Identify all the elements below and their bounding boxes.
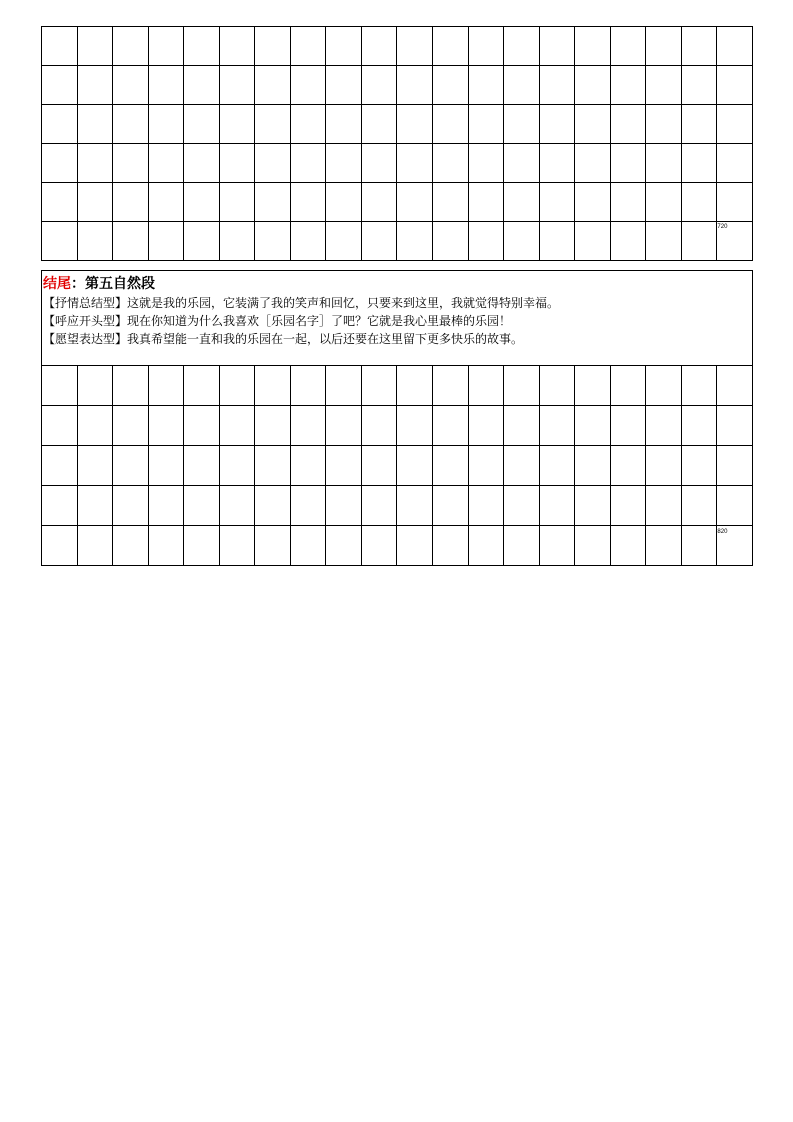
grid-cell[interactable] xyxy=(290,27,326,66)
grid-cell[interactable] xyxy=(290,183,326,222)
grid-cell[interactable] xyxy=(255,144,291,183)
grid-cell[interactable] xyxy=(148,66,184,105)
grid-cell[interactable] xyxy=(468,183,504,222)
grid-cell[interactable] xyxy=(42,66,78,105)
grid-cell[interactable] xyxy=(42,366,78,406)
grid-cell[interactable] xyxy=(681,144,717,183)
grid-cell[interactable] xyxy=(610,144,646,183)
grid-cell[interactable] xyxy=(397,446,433,486)
grid-cell[interactable] xyxy=(42,486,78,526)
grid-row xyxy=(42,486,753,526)
grid-cell[interactable] xyxy=(42,144,78,183)
grid-cell[interactable] xyxy=(504,366,540,406)
grid-cell[interactable] xyxy=(397,406,433,446)
grid-cell[interactable] xyxy=(77,66,113,105)
grid-cell[interactable] xyxy=(575,486,611,526)
grid-cell[interactable] xyxy=(361,366,397,406)
grid-cell[interactable] xyxy=(361,446,397,486)
grid-cell[interactable] xyxy=(219,526,255,566)
grid-cell[interactable] xyxy=(717,406,753,446)
grid-cell[interactable] xyxy=(184,144,220,183)
grid-cell[interactable] xyxy=(575,144,611,183)
grid-cell[interactable] xyxy=(77,144,113,183)
grid-cell[interactable] xyxy=(42,27,78,66)
grid-cell[interactable] xyxy=(504,105,540,144)
grid-cell[interactable] xyxy=(539,406,575,446)
grid-cell[interactable] xyxy=(717,183,753,222)
grid-cell[interactable] xyxy=(575,27,611,66)
grid-cell[interactable] xyxy=(77,366,113,406)
grid-cell[interactable] xyxy=(504,66,540,105)
grid-cell[interactable] xyxy=(148,366,184,406)
grid-cell[interactable] xyxy=(184,66,220,105)
grid-cell[interactable] xyxy=(184,27,220,66)
grid-row xyxy=(42,222,753,261)
grid-cell[interactable] xyxy=(717,66,753,105)
grid-cell[interactable] xyxy=(610,183,646,222)
grid-cell[interactable] xyxy=(539,222,575,261)
grid-cell[interactable] xyxy=(113,222,149,261)
grid-cell[interactable] xyxy=(433,27,469,66)
grid-cell[interactable] xyxy=(326,526,362,566)
grid-cell[interactable] xyxy=(113,105,149,144)
grid-cell[interactable] xyxy=(539,144,575,183)
grid-cell[interactable] xyxy=(681,105,717,144)
grid-cell[interactable] xyxy=(539,486,575,526)
grid-cell[interactable] xyxy=(361,66,397,105)
section-label: 结尾 xyxy=(43,276,71,292)
section-title: 第五自然段 xyxy=(85,276,155,292)
grid-cell[interactable] xyxy=(468,105,504,144)
grid-cell[interactable] xyxy=(148,183,184,222)
grid-cell[interactable] xyxy=(504,27,540,66)
grid-cell[interactable] xyxy=(184,526,220,566)
grid-cell[interactable] xyxy=(326,183,362,222)
grid-cell[interactable] xyxy=(77,486,113,526)
grid-cell[interactable] xyxy=(326,366,362,406)
grid-cell[interactable] xyxy=(255,105,291,144)
grid-cell[interactable] xyxy=(184,486,220,526)
grid-cell[interactable] xyxy=(397,27,433,66)
section-heading xyxy=(43,274,752,294)
grid-cell[interactable] xyxy=(326,66,362,105)
grid-cell[interactable] xyxy=(646,183,682,222)
grid-cell[interactable] xyxy=(504,486,540,526)
grid-cell[interactable] xyxy=(42,446,78,486)
grid-cell[interactable] xyxy=(77,446,113,486)
grid-cell[interactable] xyxy=(646,406,682,446)
grid-cell[interactable] xyxy=(433,222,469,261)
grid-cell[interactable] xyxy=(361,27,397,66)
grid-cell[interactable] xyxy=(610,366,646,406)
grid-cell[interactable] xyxy=(326,27,362,66)
grid-row xyxy=(42,144,753,183)
grid-cell[interactable] xyxy=(539,105,575,144)
grid-cell[interactable] xyxy=(717,486,753,526)
grid-cell[interactable] xyxy=(326,222,362,261)
grid-cell[interactable] xyxy=(361,222,397,261)
grid-cell[interactable] xyxy=(42,222,78,261)
grid-cell[interactable] xyxy=(219,27,255,66)
grid-cell[interactable] xyxy=(539,526,575,566)
grid-cell[interactable] xyxy=(539,446,575,486)
grid-cell[interactable] xyxy=(255,222,291,261)
grid-cell[interactable] xyxy=(148,27,184,66)
grid-cell[interactable] xyxy=(219,66,255,105)
grid-cell[interactable] xyxy=(504,183,540,222)
grid-cell[interactable] xyxy=(610,66,646,105)
grid-cell[interactable] xyxy=(468,27,504,66)
grid-cell[interactable] xyxy=(290,526,326,566)
grid-cell[interactable] xyxy=(504,526,540,566)
grid-cell[interactable] xyxy=(539,183,575,222)
grid-cell[interactable] xyxy=(468,446,504,486)
grid-cell[interactable] xyxy=(148,144,184,183)
grid-cell[interactable] xyxy=(539,66,575,105)
grid-cell[interactable] xyxy=(326,144,362,183)
grid-cell[interactable] xyxy=(433,446,469,486)
grid-cell[interactable] xyxy=(326,446,362,486)
grid-cell[interactable] xyxy=(646,105,682,144)
grid-cell[interactable] xyxy=(610,486,646,526)
grid-cell[interactable] xyxy=(575,446,611,486)
grid-cell[interactable] xyxy=(148,526,184,566)
grid-cell[interactable] xyxy=(504,222,540,261)
grid-cell[interactable] xyxy=(290,144,326,183)
grid-cell[interactable] xyxy=(397,486,433,526)
grid-cell[interactable] xyxy=(575,105,611,144)
example-line-wish: 【愿望表达型】我真希望能一直和我的乐园在一起，以后还要在这里留下更多快乐的故事。 xyxy=(43,332,524,346)
grid-cell[interactable] xyxy=(326,406,362,446)
grid-cell[interactable] xyxy=(504,144,540,183)
grid-cell[interactable] xyxy=(433,406,469,446)
grid-cell[interactable] xyxy=(433,366,469,406)
grid-cell[interactable] xyxy=(397,105,433,144)
grid-cell[interactable] xyxy=(290,486,326,526)
grid-cell[interactable] xyxy=(184,446,220,486)
grid-cell[interactable] xyxy=(646,366,682,406)
grid-cell[interactable] xyxy=(433,183,469,222)
grid-row xyxy=(42,446,753,486)
grid-cell[interactable] xyxy=(148,406,184,446)
grid-cell[interactable] xyxy=(681,222,717,261)
grid-cell[interactable] xyxy=(681,486,717,526)
grid-cell[interactable] xyxy=(361,105,397,144)
grid-cell[interactable] xyxy=(468,486,504,526)
grid-cell[interactable] xyxy=(184,183,220,222)
grid-cell[interactable] xyxy=(42,183,78,222)
grid-cell[interactable] xyxy=(681,27,717,66)
grid-cell[interactable] xyxy=(646,222,682,261)
grid-row xyxy=(42,366,753,406)
grid-cell[interactable] xyxy=(717,222,753,261)
writing-grid-top xyxy=(41,26,753,261)
grid-cell[interactable] xyxy=(681,446,717,486)
grid-cell[interactable] xyxy=(433,66,469,105)
grid-cell[interactable] xyxy=(184,406,220,446)
grid-cell[interactable] xyxy=(219,222,255,261)
grid-cell[interactable] xyxy=(42,105,78,144)
grid-cell[interactable] xyxy=(148,222,184,261)
grid-cell[interactable] xyxy=(717,27,753,66)
grid-cell[interactable] xyxy=(646,27,682,66)
grid-row xyxy=(42,526,753,566)
grid-cell[interactable] xyxy=(290,366,326,406)
grid-cell[interactable] xyxy=(290,222,326,261)
grid-cell[interactable] xyxy=(504,446,540,486)
grid-cell[interactable] xyxy=(575,66,611,105)
grid-cell[interactable] xyxy=(77,105,113,144)
grid-cell[interactable] xyxy=(113,27,149,66)
grid-cell[interactable] xyxy=(113,366,149,406)
grid-cell[interactable] xyxy=(326,105,362,144)
grid-cell[interactable] xyxy=(397,66,433,105)
grid-cell[interactable] xyxy=(681,66,717,105)
grid-cell[interactable] xyxy=(361,526,397,566)
grid-cell[interactable] xyxy=(361,144,397,183)
grid-cell[interactable] xyxy=(610,105,646,144)
grid-cell[interactable] xyxy=(504,406,540,446)
grid-cell[interactable] xyxy=(610,446,646,486)
grid-cell[interactable] xyxy=(646,486,682,526)
grid-cell[interactable] xyxy=(539,27,575,66)
grid-cell[interactable] xyxy=(148,105,184,144)
grid-cell[interactable] xyxy=(113,446,149,486)
grid-cell[interactable] xyxy=(184,105,220,144)
grid-cell[interactable] xyxy=(255,446,291,486)
grid-cell[interactable] xyxy=(646,446,682,486)
grid-cell[interactable] xyxy=(219,144,255,183)
grid-cell[interactable] xyxy=(681,406,717,446)
grid-cell[interactable] xyxy=(361,486,397,526)
grid-cell[interactable] xyxy=(717,144,753,183)
grid-cell[interactable] xyxy=(646,144,682,183)
grid-cell[interactable] xyxy=(433,105,469,144)
grid-cell[interactable] xyxy=(77,526,113,566)
word-count-marker: 720 xyxy=(717,224,728,230)
grid-cell[interactable] xyxy=(433,144,469,183)
ending-section xyxy=(41,270,753,366)
grid-row xyxy=(42,183,753,222)
grid-cell[interactable] xyxy=(219,446,255,486)
grid-cell[interactable] xyxy=(255,27,291,66)
grid-cell[interactable] xyxy=(681,526,717,566)
grid-cell[interactable] xyxy=(610,406,646,446)
grid-row xyxy=(42,27,753,66)
section-colon: ： xyxy=(71,276,85,292)
grid-cell[interactable] xyxy=(717,105,753,144)
grid-cell[interactable] xyxy=(290,105,326,144)
word-count-marker: 820 xyxy=(717,529,728,535)
grid-cell[interactable] xyxy=(468,144,504,183)
grid-cell[interactable] xyxy=(113,144,149,183)
grid-cell[interactable] xyxy=(397,144,433,183)
grid-cell[interactable] xyxy=(717,526,753,566)
grid-cell[interactable] xyxy=(361,183,397,222)
grid-cell[interactable] xyxy=(575,526,611,566)
grid-cell[interactable] xyxy=(77,27,113,66)
example-line-echo: 【呼应开头型】现在你知道为什么我喜欢［乐园名字］了吧？它就是我心里最棒的乐园！ xyxy=(43,314,512,328)
grid-cell[interactable] xyxy=(468,66,504,105)
grid-row xyxy=(42,406,753,446)
grid-cell[interactable] xyxy=(397,222,433,261)
grid-cell[interactable] xyxy=(681,366,717,406)
grid-cell[interactable] xyxy=(290,66,326,105)
grid-cell[interactable] xyxy=(219,183,255,222)
grid-cell[interactable] xyxy=(575,183,611,222)
grid-cell[interactable] xyxy=(681,183,717,222)
grid-cell[interactable] xyxy=(539,366,575,406)
grid-cell[interactable] xyxy=(290,446,326,486)
grid-cell[interactable] xyxy=(255,183,291,222)
grid-cell[interactable] xyxy=(219,366,255,406)
grid-cell[interactable] xyxy=(113,486,149,526)
grid-cell[interactable] xyxy=(113,183,149,222)
grid-cell[interactable] xyxy=(433,526,469,566)
grid-cell[interactable] xyxy=(42,406,78,446)
grid-cell[interactable] xyxy=(113,406,149,446)
grid-cell[interactable] xyxy=(717,366,753,406)
writing-grid-bottom xyxy=(41,365,753,566)
grid-cell[interactable] xyxy=(255,366,291,406)
grid-cell[interactable] xyxy=(219,406,255,446)
grid-cell[interactable] xyxy=(148,446,184,486)
grid-cell[interactable] xyxy=(610,526,646,566)
grid-cell[interactable] xyxy=(646,526,682,566)
grid-cell[interactable] xyxy=(717,446,753,486)
grid-cell[interactable] xyxy=(326,486,362,526)
grid-cell[interactable] xyxy=(290,406,326,446)
grid-cell[interactable] xyxy=(646,66,682,105)
grid-cell[interactable] xyxy=(468,526,504,566)
grid-cell[interactable] xyxy=(255,66,291,105)
grid-cell[interactable] xyxy=(575,366,611,406)
grid-cell[interactable] xyxy=(575,222,611,261)
grid-cell[interactable] xyxy=(468,222,504,261)
grid-cell[interactable] xyxy=(610,27,646,66)
grid-cell[interactable] xyxy=(77,183,113,222)
grid-cell[interactable] xyxy=(113,66,149,105)
grid-cell[interactable] xyxy=(255,486,291,526)
grid-cell[interactable] xyxy=(255,406,291,446)
grid-cell[interactable] xyxy=(255,526,291,566)
grid-cell[interactable] xyxy=(361,406,397,446)
grid-cell[interactable] xyxy=(42,526,78,566)
example-line-lyrical: 【抒情总结型】这就是我的乐园，它装满了我的笑声和回忆，只要来到这里，我就觉得特别幸福。 xyxy=(43,296,560,310)
grid-cell[interactable] xyxy=(113,526,149,566)
grid-cell[interactable] xyxy=(468,366,504,406)
grid-row xyxy=(42,105,753,144)
grid-cell[interactable] xyxy=(219,105,255,144)
grid-cell[interactable] xyxy=(219,486,255,526)
grid-cell[interactable] xyxy=(468,406,504,446)
grid-cell[interactable] xyxy=(575,406,611,446)
grid-cell[interactable] xyxy=(184,222,220,261)
grid-cell[interactable] xyxy=(77,222,113,261)
grid-cell[interactable] xyxy=(148,486,184,526)
grid-cell[interactable] xyxy=(397,183,433,222)
grid-cell[interactable] xyxy=(610,222,646,261)
grid-row xyxy=(42,66,753,105)
grid-cell[interactable] xyxy=(397,526,433,566)
grid-cell[interactable] xyxy=(77,406,113,446)
grid-cell[interactable] xyxy=(184,366,220,406)
grid-cell[interactable] xyxy=(433,486,469,526)
grid-cell[interactable] xyxy=(397,366,433,406)
